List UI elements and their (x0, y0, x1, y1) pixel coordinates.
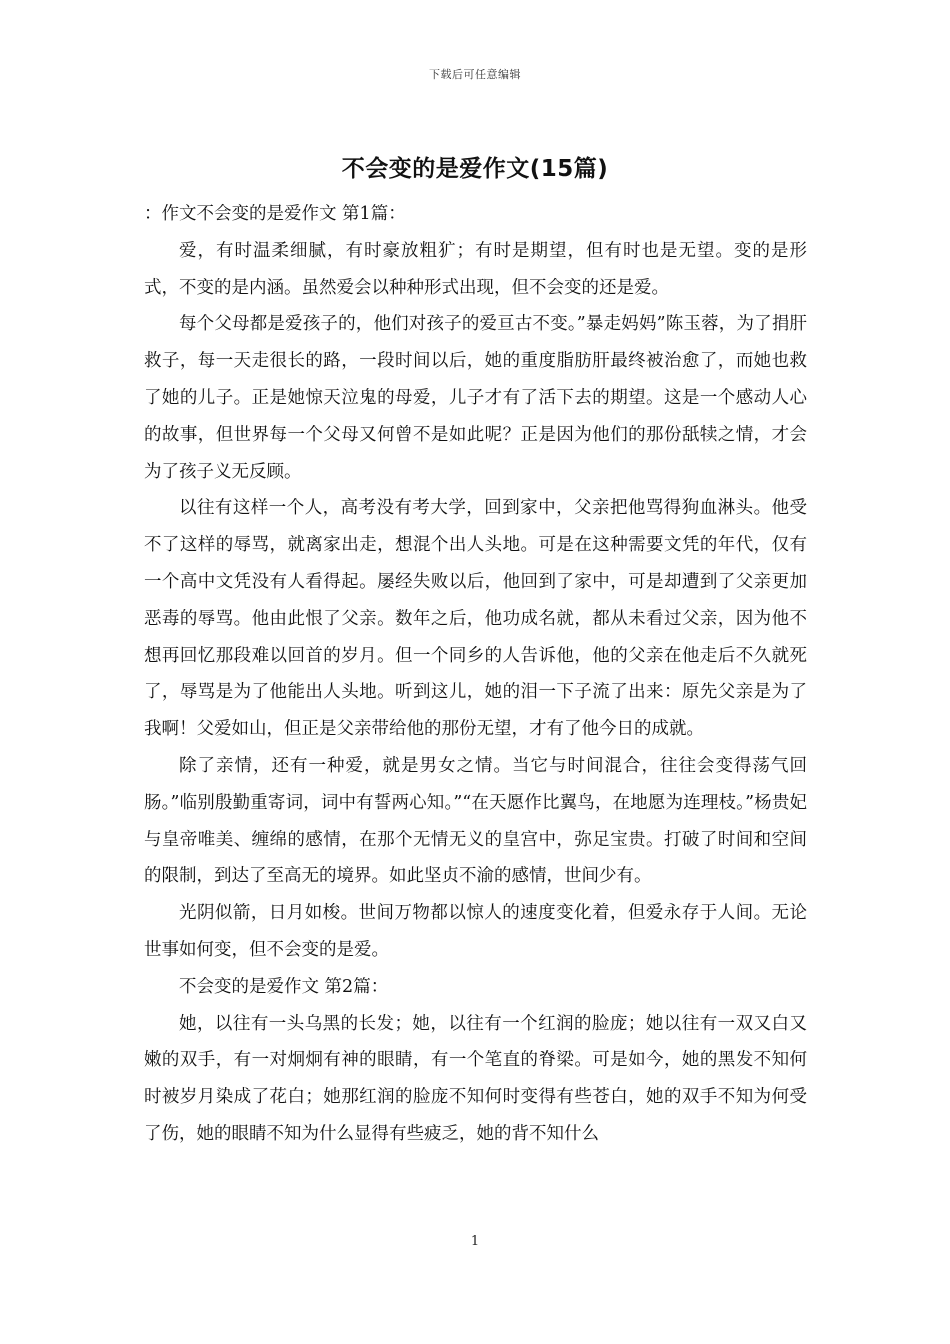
section-heading-1: ：作文不会变的是爱作文 第1篇： (144, 204, 406, 224)
body-paragraph: 她，以往有一头乌黑的长发；她，以往有一个红润的脸庞；她以往有一双又白又嫩的双手，有一对炯炯有神的眼睛，有一个笔直的脊梁。可是如今，她的黑发不知何时被岁月染成了花白；她那红润的脸庞不知何时变得有些苍白，她的双手不知为何受了伤，她的眼睛不知为什么显得有些疲乏，她的背不知什么 (144, 1013, 807, 1144)
body-paragraph: 爱，有时温柔细腻，有时豪放粗犷；有时是期望，但有时也是无望。变的是形式，不变的是内涵。虽然爱会以种种形式出现，但不会变的还是爱。 (144, 240, 807, 298)
page-header-note: 下载后可任意编辑 (429, 68, 521, 81)
body-paragraph: 以往有这样一个人，高考没有考大学，回到家中，父亲把他骂得狗血淋头。他受不了这样的辱骂，就离家出走，想混个出人头地。可是在这种需要文凭的年代，仅有一个高中文凭没有人看得起。屡经失败以后，他回到了家中，可是却遭到了父亲更加恶毒的辱骂。他由此恨了父亲。数年之后，他功成名就，都从未看过父亲，因为他不想再回忆那段难以回首的岁月。但一个同乡的人告诉他，他的父亲在他走后不久就死了，辱骂是为了他能出人头地。听到这儿，她的泪一下子流了出来：原先父亲是为了我啊！父爱如山，但正是父亲带给他的那份无望，才有了他今日的成就。 (144, 498, 807, 740)
body-paragraph: 光阴似箭，日月如梭。世间万物都以惊人的速度变化着，但爱永存于人间。无论世事如何变，但不会变的是爱。 (144, 903, 807, 960)
page-number: 1 (470, 1234, 480, 1249)
body-paragraph: 每个父母都是爱孩子的，他们对孩子的爱亘古不变。”暴走妈妈”陈玉蓉，为了捐肝救子，每一天走很长的路，一段时间以后，她的重度脂肪肝最终被治愈了，而她也救了她的儿子。正是她惊天泣鬼的母爱，儿子才有了活下去的期望。这是一个感动人心的故事，但世界每一个父母又何曾不是如此呢？正是因为他们的那份舐犊之情，才会为了孩子义无反顾。 (144, 314, 807, 482)
document-title: 不会变的是爱作文(15篇) (341, 156, 609, 182)
body-paragraph: 除了亲情，还有一种爱，就是男女之情。当它与时间混合，往往会变得荡气回肠。”临别殷勤重寄词，词中有誓两心知。”“在天愿作比翼鸟，在地愿为连理枝。”杨贵妃与皇帝唯美、缠绵的感情，在那个无情无义的皇宫中，弥足宝贵。打破了时间和空间的限制，到达了至高无的境界。如此坚贞不渝的感情，世间少有。 (144, 755, 807, 887)
document-body (144, 196, 807, 1153)
section-heading-2: 不会变的是爱作文 第2篇： (179, 976, 389, 997)
